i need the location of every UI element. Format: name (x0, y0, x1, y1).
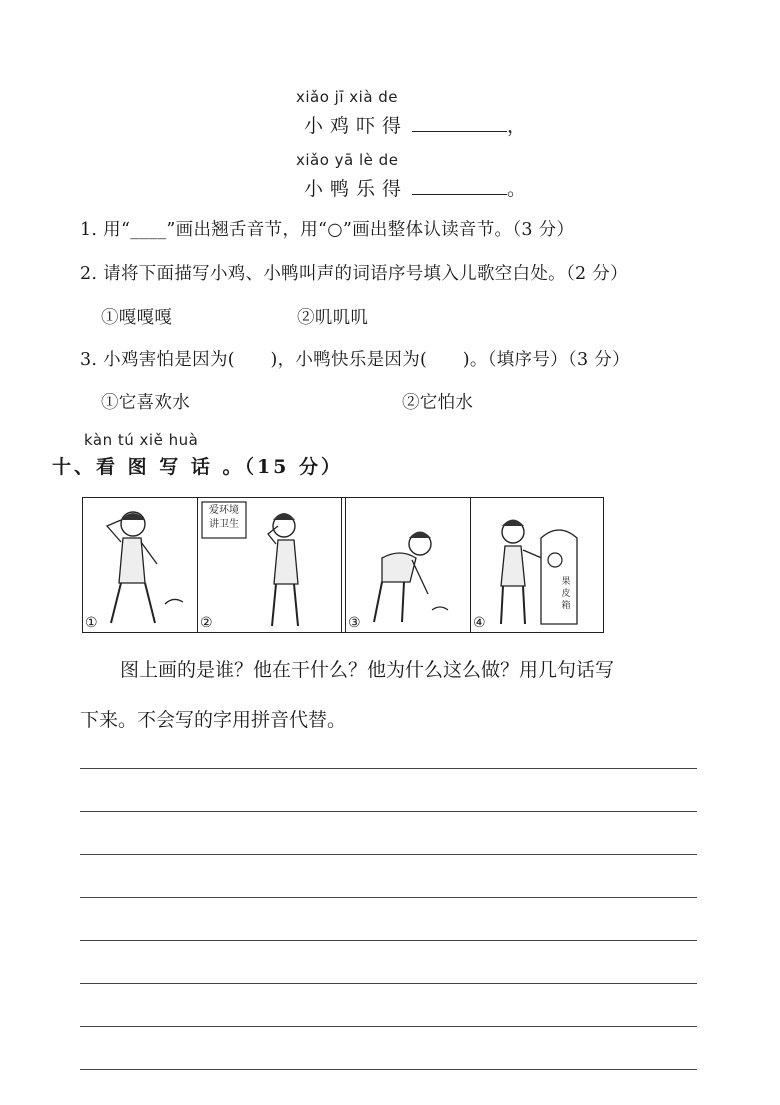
panel-number-1: ① (85, 615, 98, 631)
writing-line[interactable] (80, 854, 697, 855)
poem-line2-pinyin: xiǎo yā lè de (296, 151, 399, 169)
poem-line1-text: 小鸡吓得 (304, 115, 409, 137)
q3-option-2: ②它怕水 (402, 393, 474, 413)
poem-line1 (304, 111, 533, 138)
boy-eating-banana-illustration (83, 498, 197, 632)
q2-option-1: ①嘎嘎嘎 (101, 308, 173, 328)
q3-option-1: ①它喜欢水 (101, 393, 190, 413)
boy-at-trash-bin-illustration (471, 498, 603, 632)
writing-line[interactable] (80, 940, 697, 941)
comic-panel-1 (83, 498, 197, 632)
writing-prompt-line2: 下来。不会写的字用拼音代替。 (80, 709, 347, 731)
writing-line[interactable] (80, 983, 697, 984)
boy-picking-up-peel-illustration (346, 498, 470, 632)
writing-line[interactable] (80, 811, 697, 812)
question-3: 3. 小鸡害怕是因为( )，小鸭快乐是因为( )。（填序号）（3 分） (80, 350, 630, 370)
poem-line2 (304, 174, 533, 201)
comic-panel-3 (346, 498, 470, 632)
poem-line2-blank[interactable] (412, 178, 507, 195)
q2-option-2: ②叽叽叽 (297, 308, 369, 328)
poem-line2-text: 小鸭乐得 (304, 178, 409, 200)
writing-line[interactable] (80, 1026, 697, 1027)
question-1: 1. 用“____”画出翘舌音节，用“○”画出整体认读音节。（3 分） (80, 220, 575, 240)
writing-line[interactable] (80, 897, 697, 898)
panel-number-4: ④ (473, 615, 486, 631)
comic-panel-4 (471, 498, 603, 632)
poem-line2-end: 。 (507, 178, 534, 200)
writing-line[interactable] (80, 1069, 697, 1070)
poem-line1-blank[interactable] (412, 115, 507, 132)
sign-text: 爱环境 讲卫生 (209, 505, 239, 530)
comic-strip (82, 497, 604, 633)
comic-panel-2 (198, 498, 341, 632)
section10-pinyin: kàn tú xiě huà (84, 431, 199, 449)
section10-title: 十、看 图 写 话 。（15 分） (52, 456, 344, 478)
writing-prompt-line1: 图上画的是谁？他在干什么？他为什么这么做？用几句话写 (120, 659, 615, 681)
question-2: 2. 请将下面描写小鸡、小鸭叫声的词语序号填入儿歌空白处。（2 分） (80, 264, 628, 284)
panel-number-3: ③ (348, 615, 361, 631)
panel-number-2: ② (200, 615, 213, 631)
poem-line1-end: ， (507, 115, 534, 137)
panel-divider (341, 498, 342, 632)
writing-line[interactable] (80, 768, 697, 769)
poem-line1-pinyin: xiǎo jī xià de (296, 88, 399, 106)
bin-label: 果皮箱 (561, 577, 571, 611)
